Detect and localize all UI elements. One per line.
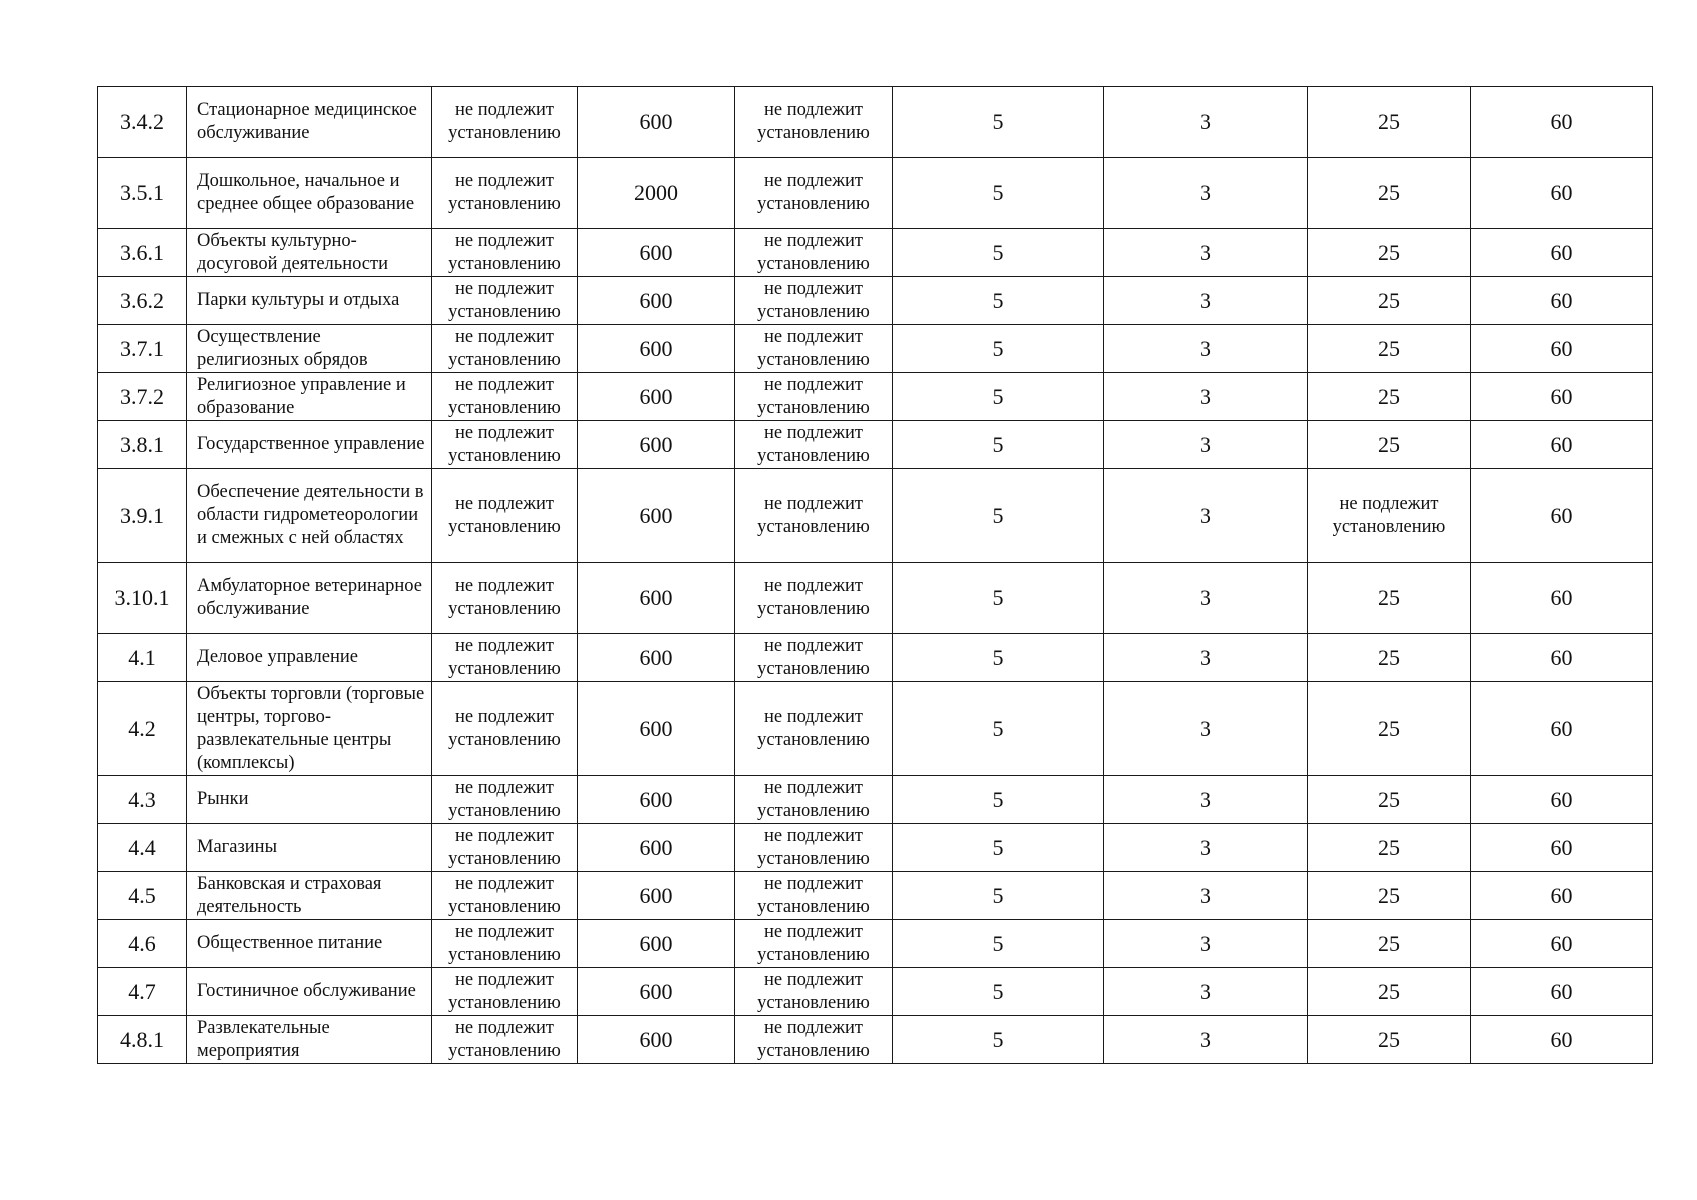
use-name: Гостиничное обслуживание — [187, 968, 432, 1016]
cell-col9: 60 — [1471, 158, 1653, 229]
cell-col3: не подлежит установлению — [432, 325, 578, 373]
cell-col3: не подлежит установлению — [432, 229, 578, 277]
cell-col9: 60 — [1471, 229, 1653, 277]
cell-col8: 25 — [1308, 421, 1471, 469]
cell-col6: 5 — [893, 87, 1104, 158]
cell-col9: 60 — [1471, 682, 1653, 776]
cell-col3: не подлежит установлению — [432, 1016, 578, 1064]
use-code: 3.10.1 — [98, 563, 187, 634]
cell-col3: не подлежит установлению — [432, 634, 578, 682]
cell-col5: не подлежит установлению — [735, 325, 893, 373]
cell-col5: не подлежит установлению — [735, 158, 893, 229]
use-code: 4.7 — [98, 968, 187, 1016]
use-code: 4.1 — [98, 634, 187, 682]
cell-col7: 3 — [1104, 158, 1308, 229]
cell-col8: 25 — [1308, 277, 1471, 325]
cell-col4: 600 — [578, 968, 735, 1016]
cell-col7: 3 — [1104, 824, 1308, 872]
cell-col9: 60 — [1471, 776, 1653, 824]
use-code: 3.5.1 — [98, 158, 187, 229]
table-row — [98, 920, 1653, 968]
use-name: Религиозное управление и образование — [187, 373, 432, 421]
cell-col4: 600 — [578, 682, 735, 776]
cell-col7: 3 — [1104, 872, 1308, 920]
use-name: Рынки — [187, 776, 432, 824]
cell-col4: 2000 — [578, 158, 735, 229]
cell-col7: 3 — [1104, 277, 1308, 325]
cell-col8: 25 — [1308, 682, 1471, 776]
cell-col7: 3 — [1104, 421, 1308, 469]
cell-col7: 3 — [1104, 469, 1308, 563]
use-name: Банковская и страховая деятельность — [187, 872, 432, 920]
use-code: 4.3 — [98, 776, 187, 824]
cell-col5: не подлежит установлению — [735, 682, 893, 776]
use-name: Деловое управление — [187, 634, 432, 682]
cell-col3: не подлежит установлению — [432, 87, 578, 158]
cell-col5: не подлежит установлению — [735, 229, 893, 277]
use-code: 3.4.2 — [98, 87, 187, 158]
cell-col5: не подлежит установлению — [735, 920, 893, 968]
table-row — [98, 229, 1653, 277]
cell-col3: не подлежит установлению — [432, 277, 578, 325]
cell-col3: не подлежит установлению — [432, 158, 578, 229]
cell-col8: 25 — [1308, 87, 1471, 158]
cell-col5: не подлежит установлению — [735, 824, 893, 872]
cell-col9: 60 — [1471, 634, 1653, 682]
cell-col5: не подлежит установлению — [735, 1016, 893, 1064]
cell-col6: 5 — [893, 1016, 1104, 1064]
cell-col6: 5 — [893, 373, 1104, 421]
cell-col3: не подлежит установлению — [432, 469, 578, 563]
cell-col9: 60 — [1471, 1016, 1653, 1064]
use-code: 3.6.1 — [98, 229, 187, 277]
use-name: Объекты торговли (торговые центры, торгово-развлекательные центры (комплексы) — [187, 682, 432, 776]
use-name: Стационарное медицинское обслуживание — [187, 87, 432, 158]
cell-col6: 5 — [893, 634, 1104, 682]
cell-col5: не подлежит установлению — [735, 872, 893, 920]
cell-col7: 3 — [1104, 325, 1308, 373]
cell-col7: 3 — [1104, 920, 1308, 968]
cell-col5: не подлежит установлению — [735, 776, 893, 824]
use-code: 3.7.2 — [98, 373, 187, 421]
cell-col8: 25 — [1308, 634, 1471, 682]
cell-col8: не подлежит установлению — [1308, 469, 1471, 563]
cell-col3: не подлежит установлению — [432, 373, 578, 421]
table-row — [98, 776, 1653, 824]
cell-col6: 5 — [893, 563, 1104, 634]
table-row — [98, 968, 1653, 1016]
table-row — [98, 1016, 1653, 1064]
use-name: Развлекательные мероприятия — [187, 1016, 432, 1064]
cell-col8: 25 — [1308, 1016, 1471, 1064]
cell-col9: 60 — [1471, 563, 1653, 634]
cell-col6: 5 — [893, 920, 1104, 968]
cell-col7: 3 — [1104, 229, 1308, 277]
use-code: 4.2 — [98, 682, 187, 776]
cell-col6: 5 — [893, 421, 1104, 469]
use-name: Осуществление религиозных обрядов — [187, 325, 432, 373]
table-row — [98, 682, 1653, 776]
cell-col4: 600 — [578, 1016, 735, 1064]
use-name: Магазины — [187, 824, 432, 872]
cell-col9: 60 — [1471, 469, 1653, 563]
cell-col9: 60 — [1471, 968, 1653, 1016]
use-name: Общественное питание — [187, 920, 432, 968]
cell-col6: 5 — [893, 469, 1104, 563]
cell-col7: 3 — [1104, 1016, 1308, 1064]
cell-col4: 600 — [578, 373, 735, 421]
cell-col6: 5 — [893, 158, 1104, 229]
use-name: Обеспечение деятельности в области гидрометеорологии и смежных с ней областях — [187, 469, 432, 563]
cell-col7: 3 — [1104, 373, 1308, 421]
use-name: Объекты культурно-досуговой деятельности — [187, 229, 432, 277]
cell-col8: 25 — [1308, 920, 1471, 968]
cell-col9: 60 — [1471, 277, 1653, 325]
cell-col8: 25 — [1308, 158, 1471, 229]
cell-col5: не подлежит установлению — [735, 277, 893, 325]
cell-col3: не подлежит установлению — [432, 563, 578, 634]
cell-col4: 600 — [578, 824, 735, 872]
cell-col3: не подлежит установлению — [432, 968, 578, 1016]
cell-col9: 60 — [1471, 920, 1653, 968]
regulations-table — [97, 86, 1653, 1064]
cell-col3: не подлежит установлению — [432, 682, 578, 776]
cell-col7: 3 — [1104, 634, 1308, 682]
cell-col4: 600 — [578, 469, 735, 563]
cell-col6: 5 — [893, 824, 1104, 872]
table-row — [98, 373, 1653, 421]
use-code: 4.5 — [98, 872, 187, 920]
cell-col6: 5 — [893, 229, 1104, 277]
cell-col6: 5 — [893, 682, 1104, 776]
table-row — [98, 87, 1653, 158]
cell-col5: не подлежит установлению — [735, 469, 893, 563]
cell-col8: 25 — [1308, 325, 1471, 373]
cell-col6: 5 — [893, 277, 1104, 325]
cell-col4: 600 — [578, 325, 735, 373]
cell-col3: не подлежит установлению — [432, 824, 578, 872]
cell-col4: 600 — [578, 277, 735, 325]
cell-col9: 60 — [1471, 421, 1653, 469]
table-row — [98, 277, 1653, 325]
cell-col3: не подлежит установлению — [432, 920, 578, 968]
table-row — [98, 872, 1653, 920]
cell-col6: 5 — [893, 968, 1104, 1016]
cell-col8: 25 — [1308, 229, 1471, 277]
use-code: 3.7.1 — [98, 325, 187, 373]
cell-col5: не подлежит установлению — [735, 968, 893, 1016]
cell-col8: 25 — [1308, 563, 1471, 634]
cell-col3: не подлежит установлению — [432, 421, 578, 469]
cell-col4: 600 — [578, 776, 735, 824]
cell-col9: 60 — [1471, 87, 1653, 158]
cell-col6: 5 — [893, 872, 1104, 920]
use-name: Дошкольное, начальное и среднее общее образование — [187, 158, 432, 229]
table-row — [98, 563, 1653, 634]
cell-col3: не подлежит установлению — [432, 776, 578, 824]
cell-col8: 25 — [1308, 776, 1471, 824]
cell-col3: не подлежит установлению — [432, 872, 578, 920]
cell-col4: 600 — [578, 920, 735, 968]
cell-col5: не подлежит установлению — [735, 421, 893, 469]
cell-col4: 600 — [578, 634, 735, 682]
cell-col8: 25 — [1308, 872, 1471, 920]
cell-col9: 60 — [1471, 325, 1653, 373]
cell-col7: 3 — [1104, 776, 1308, 824]
table-row — [98, 421, 1653, 469]
use-code: 4.8.1 — [98, 1016, 187, 1064]
cell-col7: 3 — [1104, 682, 1308, 776]
use-name: Государственное управление — [187, 421, 432, 469]
cell-col5: не подлежит установлению — [735, 373, 893, 421]
cell-col7: 3 — [1104, 87, 1308, 158]
table-row — [98, 325, 1653, 373]
use-name: Амбулаторное ветеринарное обслуживание — [187, 563, 432, 634]
cell-col4: 600 — [578, 229, 735, 277]
use-name: Парки культуры и отдыха — [187, 277, 432, 325]
cell-col9: 60 — [1471, 373, 1653, 421]
cell-col5: не подлежит установлению — [735, 634, 893, 682]
cell-col4: 600 — [578, 87, 735, 158]
cell-col4: 600 — [578, 563, 735, 634]
use-code: 4.6 — [98, 920, 187, 968]
use-code: 3.8.1 — [98, 421, 187, 469]
cell-col7: 3 — [1104, 968, 1308, 1016]
cell-col5: не подлежит установлению — [735, 87, 893, 158]
cell-col9: 60 — [1471, 872, 1653, 920]
cell-col8: 25 — [1308, 968, 1471, 1016]
cell-col8: 25 — [1308, 824, 1471, 872]
cell-col9: 60 — [1471, 824, 1653, 872]
use-code: 3.9.1 — [98, 469, 187, 563]
table-row — [98, 634, 1653, 682]
use-code: 4.4 — [98, 824, 187, 872]
table-row — [98, 158, 1653, 229]
table-row — [98, 824, 1653, 872]
cell-col4: 600 — [578, 872, 735, 920]
cell-col7: 3 — [1104, 563, 1308, 634]
cell-col6: 5 — [893, 776, 1104, 824]
cell-col4: 600 — [578, 421, 735, 469]
cell-col8: 25 — [1308, 373, 1471, 421]
use-code: 3.6.2 — [98, 277, 187, 325]
table-row — [98, 469, 1653, 563]
cell-col6: 5 — [893, 325, 1104, 373]
cell-col5: не подлежит установлению — [735, 563, 893, 634]
